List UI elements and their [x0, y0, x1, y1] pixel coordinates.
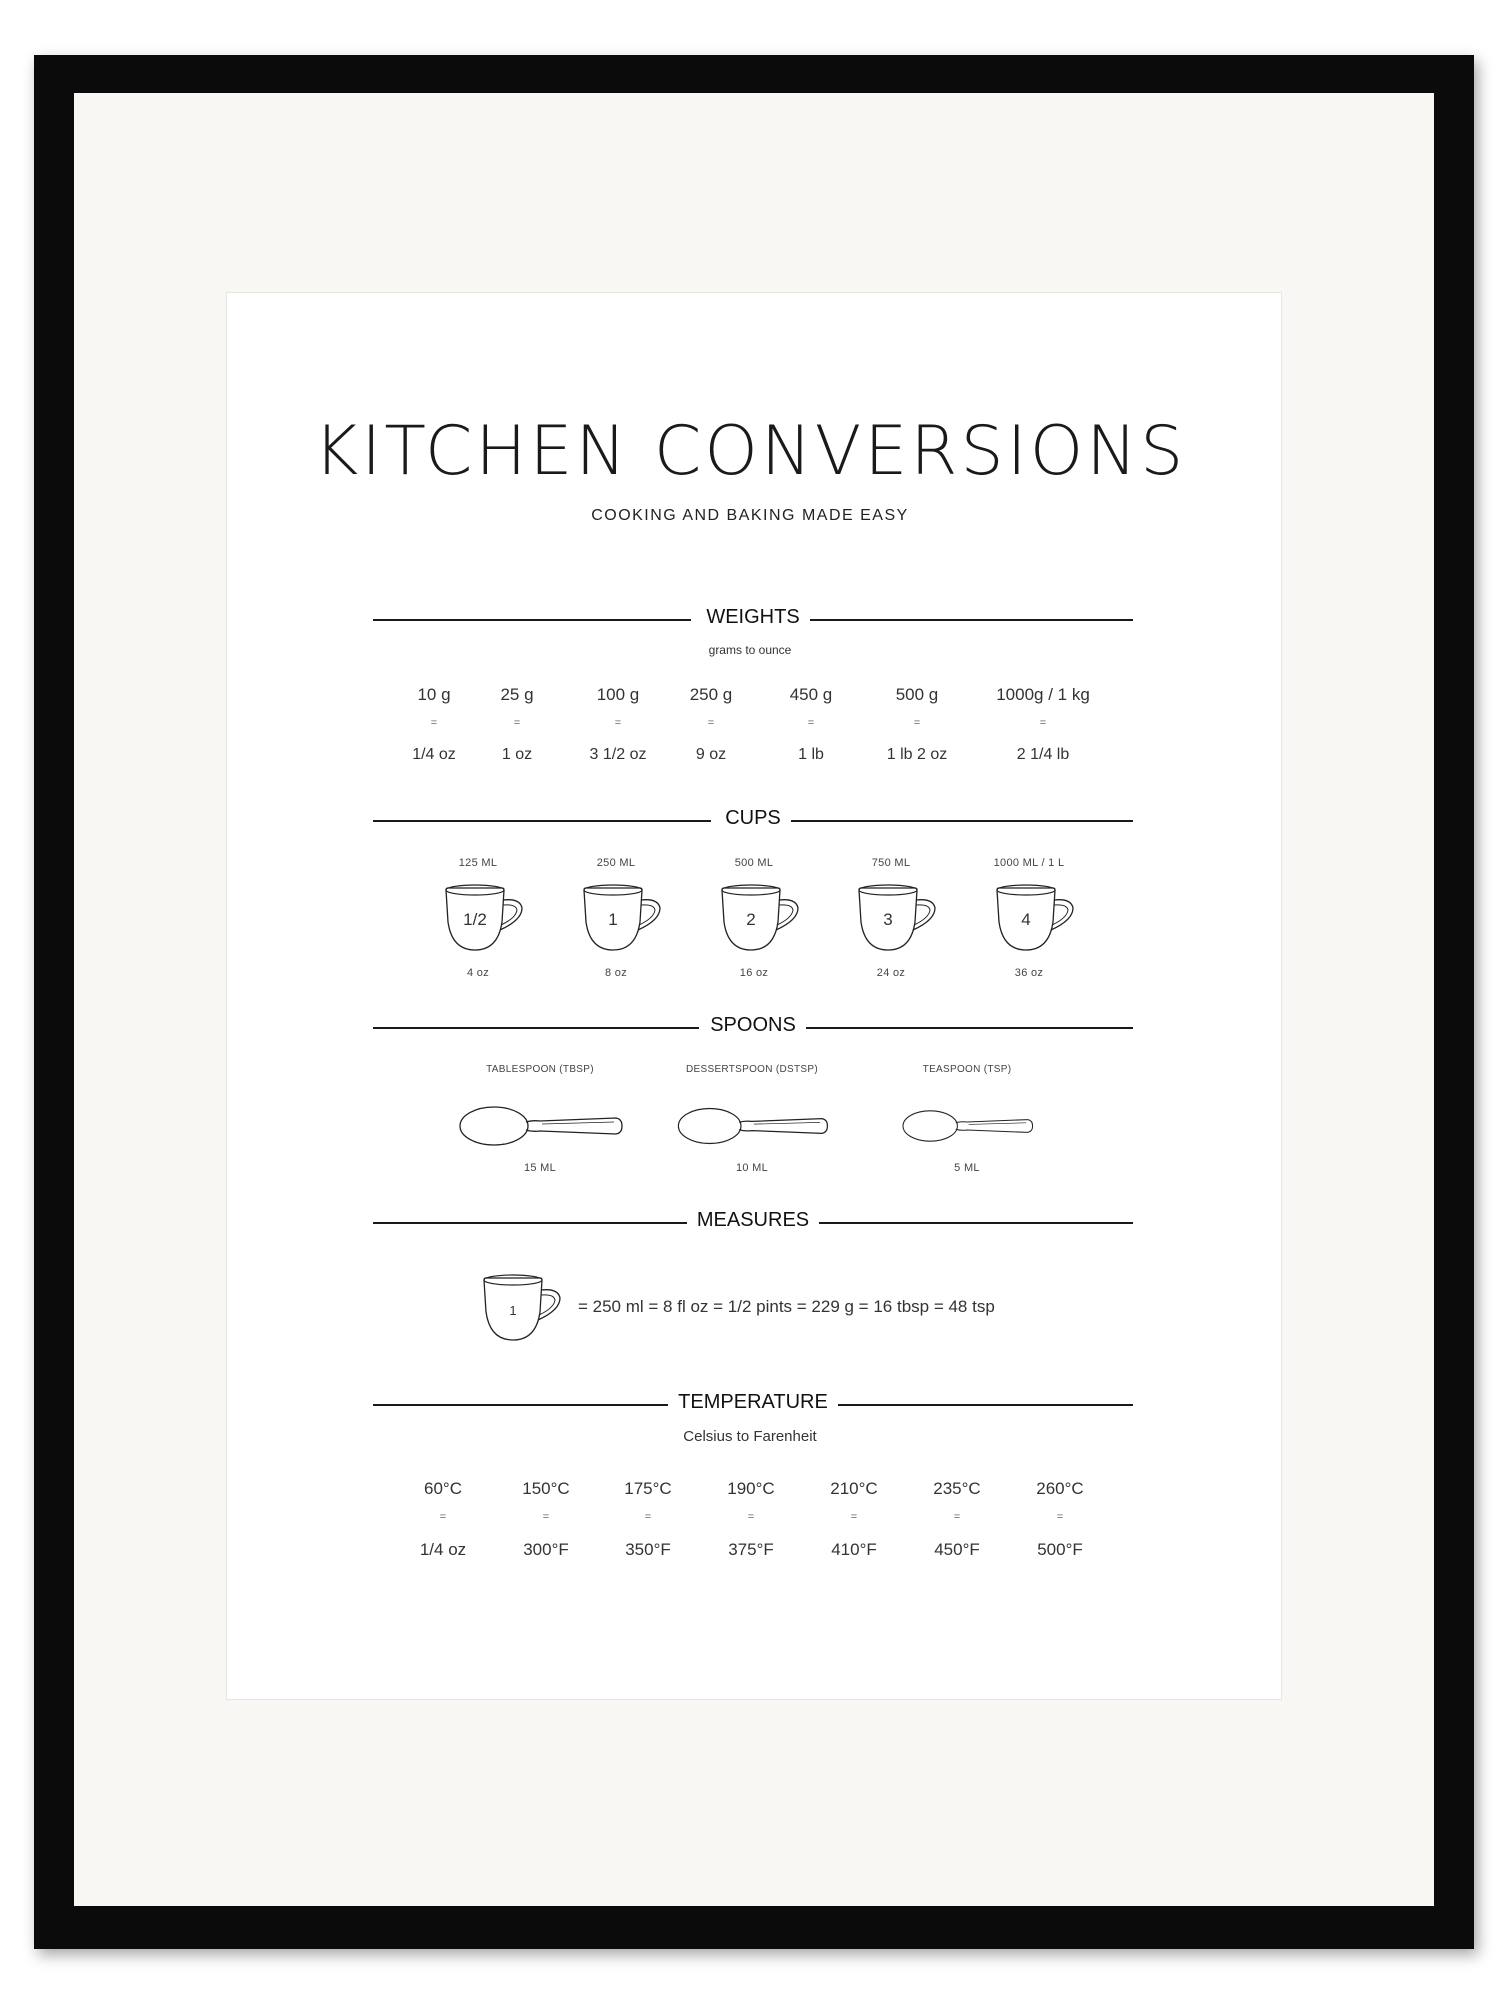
spoon-name-label: TABLESPOON (TBSP) — [486, 1064, 594, 1075]
weight-equals: = — [807, 717, 815, 729]
temp-equals: = — [850, 1511, 858, 1523]
cup-size-label: 4 — [1021, 910, 1031, 929]
temperature-heading: TEMPERATURE — [668, 1391, 838, 1413]
cup-oz-label: 8 oz — [605, 967, 627, 979]
temp-fahrenheit: 1/4 oz — [419, 1540, 467, 1559]
measures-section-header — [373, 1208, 1133, 1238]
temp-celsius: 235°C — [933, 1479, 981, 1498]
cup-icon — [440, 880, 536, 956]
spoon-ml-label: 5 ML — [954, 1162, 980, 1174]
cup-ml-label: 750 ML — [871, 857, 911, 869]
temp-fahrenheit: 450°F — [934, 1540, 980, 1559]
spoon-icon — [450, 1096, 630, 1156]
cup-ml-label: 1000 ML / 1 L — [993, 857, 1065, 869]
cup-icon — [716, 880, 812, 956]
temp-celsius: 260°C — [1036, 1479, 1084, 1498]
cup-size-label: 1/2 — [463, 910, 487, 929]
weight-imperial: 1 lb 2 oz — [886, 746, 948, 763]
temp-equals: = — [439, 1511, 447, 1523]
weight-imperial: 1 lb — [798, 746, 824, 763]
cup-oz-label: 24 oz — [876, 967, 906, 979]
measure-equation: = 250 ml = 8 fl oz = 1/2 pints = 229 g = 16 tbsp = 48 tsp — [578, 1297, 995, 1316]
weight-metric: 100 g — [596, 685, 640, 704]
measure-cup-label: 1 — [509, 1303, 517, 1318]
temp-celsius: 150°C — [522, 1479, 570, 1498]
weight-equals: = — [1039, 717, 1047, 729]
cup-size-label: 2 — [746, 910, 756, 929]
temp-equals: = — [644, 1511, 652, 1523]
spoon-ml-label: 10 ML — [735, 1162, 769, 1174]
cup-icon — [578, 880, 674, 956]
cup-oz-label: 4 oz — [467, 967, 489, 979]
cup-ml-label: 125 ML — [458, 857, 498, 869]
weight-equals: = — [614, 717, 622, 729]
weight-metric: 250 g — [689, 685, 733, 704]
weight-equals: = — [513, 717, 521, 729]
temp-fahrenheit: 410°F — [831, 1540, 877, 1559]
temp-equals: = — [1056, 1511, 1064, 1523]
weight-metric: 10 g — [417, 685, 451, 704]
weight-metric: 1000g / 1 kg — [996, 685, 1090, 704]
cup-oz-label: 36 oz — [1014, 967, 1044, 979]
temp-celsius: 175°C — [624, 1479, 672, 1498]
spoon-name-label: DESSERTSPOON (DSTSP) — [686, 1064, 818, 1075]
temp-fahrenheit: 350°F — [625, 1540, 671, 1559]
weight-imperial: 9 oz — [695, 746, 727, 763]
cup-icon — [853, 880, 949, 956]
weights-note: grams to ounce — [708, 643, 792, 657]
temp-fahrenheit: 300°F — [523, 1540, 569, 1559]
spoons-section-header — [373, 1013, 1133, 1043]
weight-equals: = — [707, 717, 715, 729]
poster-title: KITCHEN CONVERSIONS — [313, 412, 1187, 491]
weight-imperial: 2 1/4 lb — [1016, 746, 1070, 763]
temp-equals: = — [953, 1511, 961, 1523]
temp-equals: = — [747, 1511, 755, 1523]
cup-icon — [991, 880, 1087, 956]
temperature-note: Celsius to Farenheit — [683, 1428, 817, 1445]
spoon-ml-label: 15 ML — [523, 1162, 557, 1174]
spoon-name-label: TEASPOON (TSP) — [922, 1064, 1012, 1075]
measures-heading: MEASURES — [687, 1209, 819, 1231]
cup-oz-label: 16 oz — [739, 967, 769, 979]
cup-size-label: 1 — [608, 910, 618, 929]
temp-celsius: 210°C — [830, 1479, 878, 1498]
weights-section-header — [373, 605, 1133, 635]
weight-metric: 25 g — [500, 685, 534, 704]
weight-equals: = — [913, 717, 921, 729]
cups-heading: CUPS — [715, 807, 791, 829]
weight-imperial: 3 1/2 oz — [589, 746, 647, 763]
poster-subtitle: COOKING AND BAKING MADE EASY — [591, 507, 909, 524]
weight-metric: 450 g — [789, 685, 833, 704]
temp-fahrenheit: 375°F — [728, 1540, 774, 1559]
weights-heading: WEIGHTS — [696, 606, 809, 628]
spoons-heading: SPOONS — [700, 1014, 806, 1036]
cup-ml-label: 500 ML — [734, 857, 774, 869]
measure-cup-icon — [478, 1270, 574, 1346]
temp-celsius: 190°C — [727, 1479, 775, 1498]
weight-metric: 500 g — [895, 685, 939, 704]
temp-equals: = — [542, 1511, 550, 1523]
weight-equals: = — [430, 717, 438, 729]
spoon-icon — [877, 1096, 1057, 1156]
temperature-section-header — [373, 1390, 1133, 1420]
weight-imperial: 1 oz — [501, 746, 533, 763]
cups-section-header — [373, 806, 1133, 836]
weight-imperial: 1/4 oz — [412, 746, 456, 763]
spoon-icon — [662, 1096, 842, 1156]
cup-ml-label: 250 ML — [596, 857, 636, 869]
cup-size-label: 3 — [883, 910, 893, 929]
temp-celsius: 60°C — [424, 1479, 462, 1498]
temp-fahrenheit: 500°F — [1037, 1540, 1083, 1559]
